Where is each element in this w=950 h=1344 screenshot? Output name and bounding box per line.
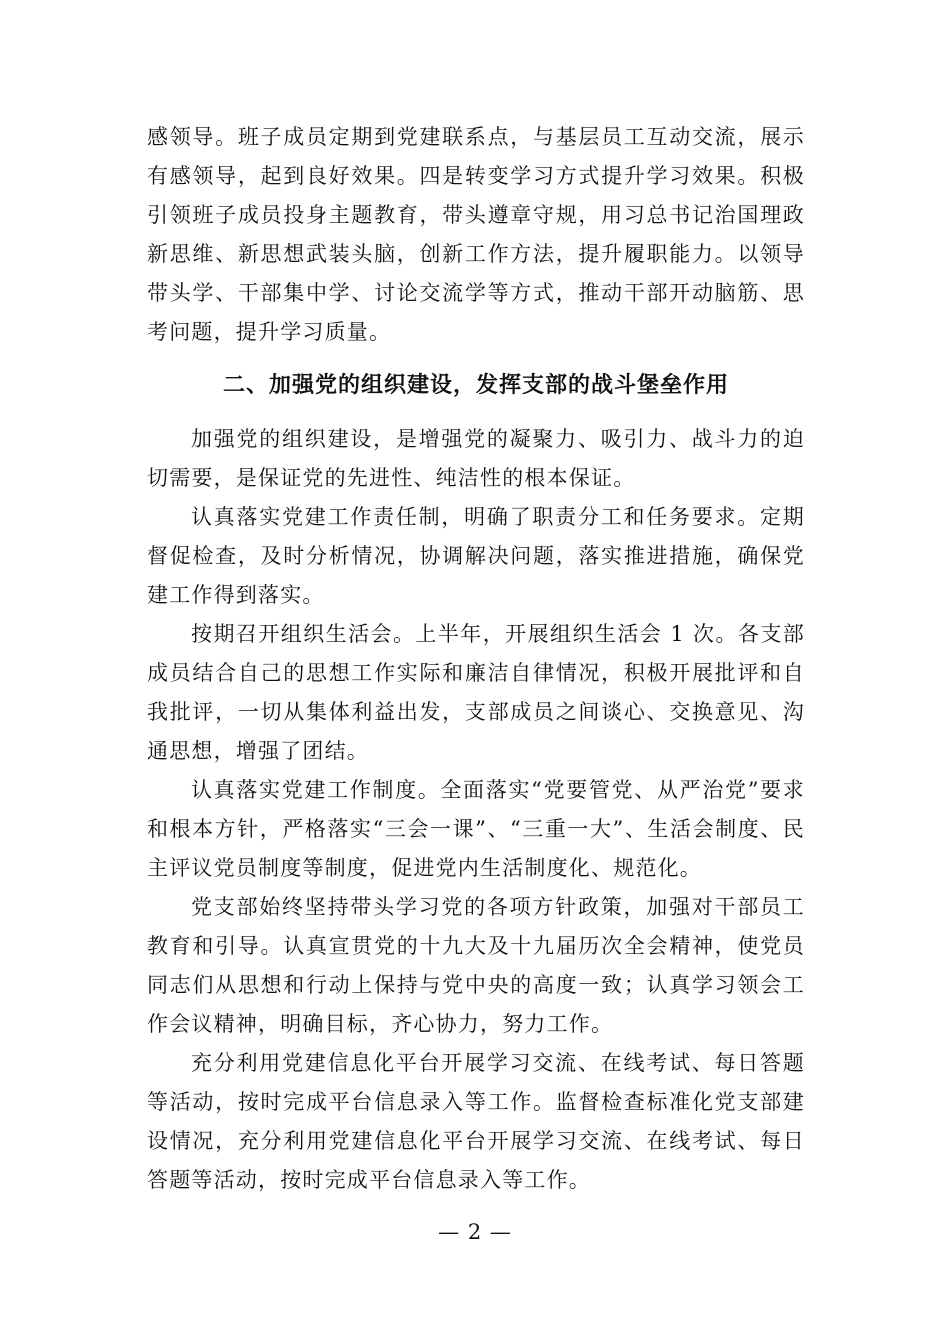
paragraph-4: 认真落实党建工作制度。全面落实“党要管党、从严治党”要求和根本方针，严格落实“三会一课”、“三重一大”、生活会制度、民主评议党员制度等制度，促进党内生活制度化、规范化。 xyxy=(147,778,805,880)
lead-paragraph: 感领导。班子成员定期到党建联系点，与基层员工互动交流，展示有感领导，起到良好效果。四是转变学习方式提升学习效果。积极引领班子成员投身主题教育，带头遵章守规，用习总书记治国理政新思维、新思想武装头脑，创新工作方法，提升履职能力。以领导带头学、干部集中学、讨论交流学等方式，推动干部开动脑筋、思考问题，提升学习质量。 xyxy=(147,125,805,344)
section-heading: 二、加强党的组织建设，发挥支部的战斗堡垒作用 xyxy=(222,373,729,398)
paragraph-2: 认真落实党建工作责任制，明确了职责分工和任务要求。定期督促检查，及时分析情况，协调解决问题，落实推进措施，确保党建工作得到落实。 xyxy=(147,505,805,607)
document-body xyxy=(147,118,805,1200)
paragraph-3: 按期召开组织生活会。上半年，开展组织生活会 1 次。各支部成员结合自己的思想工作实际和廉洁自律情况，积极开展批评和自我批评，一切从集体利益出发，支部成员之间谈心、交换意见、沟通思想，增强了团结。 xyxy=(147,622,805,763)
paragraph-5: 党支部始终坚持带头学习党的各项方针政策，加强对干部员工教育和引导。认真宣贯党的十九大及十九届历次全会精神，使党员同志们从思想和行动上保持与党中央的高度一致；认真学习领会工作会议精神，明确目标，齐心协力，努力工作。 xyxy=(147,895,805,1036)
paragraph-1: 加强党的组织建设，是增强党的凝聚力、吸引力、战斗力的迫切需要，是保证党的先进性、纯洁性的根本保证。 xyxy=(147,427,805,490)
page-number: — 2 — xyxy=(438,1220,512,1244)
paragraph-6: 充分利用党建信息化平台开展学习交流、在线考试、每日答题等活动，按时完成平台信息录入等工作。监督检查标准化党支部建设情况，充分利用党建信息化平台开展学习交流、在线考试、每日答题等活动，按时完成平台信息录入等工作。 xyxy=(147,1051,805,1192)
